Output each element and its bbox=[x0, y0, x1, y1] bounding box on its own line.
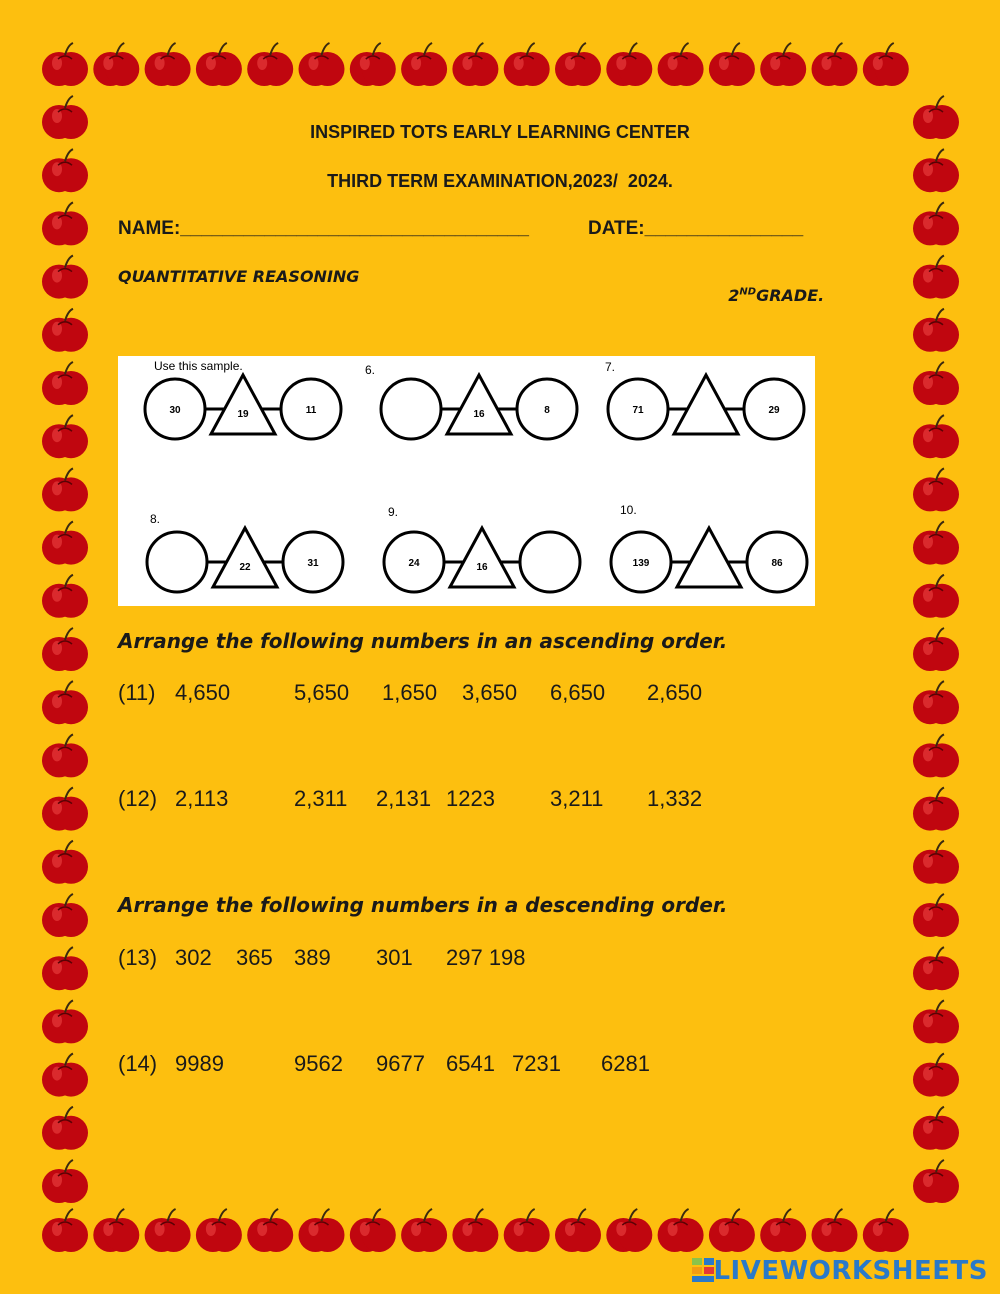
middle-value: 22 bbox=[239, 562, 251, 573]
right-circle[interactable] bbox=[520, 532, 580, 592]
number-item[interactable]: 7231 bbox=[512, 1051, 561, 1076]
middle-value: 19 bbox=[237, 409, 249, 420]
apple-icon bbox=[913, 947, 959, 990]
sample-label: Use this sample. bbox=[154, 359, 243, 373]
apple-icon bbox=[913, 362, 959, 405]
apple-icon bbox=[760, 1209, 806, 1252]
number-item[interactable]: 302 bbox=[175, 945, 212, 970]
number-item[interactable]: 6281 bbox=[601, 1051, 650, 1076]
item-number: 10. bbox=[620, 503, 637, 517]
apple-icon bbox=[145, 43, 191, 86]
apple-icon bbox=[42, 256, 88, 299]
number-item[interactable]: 2,311 bbox=[294, 786, 348, 811]
item-number: 9. bbox=[388, 505, 399, 519]
apple-icon bbox=[350, 43, 396, 86]
apple-icon bbox=[555, 1209, 601, 1252]
apple-icon bbox=[913, 575, 959, 618]
apple-icon bbox=[913, 202, 959, 245]
number-item[interactable]: 4,650 bbox=[175, 680, 231, 705]
apple-icon bbox=[401, 1209, 447, 1252]
number-item[interactable]: 6,650 bbox=[550, 680, 606, 705]
apple-icon bbox=[863, 1209, 909, 1252]
question-label: (11) bbox=[118, 680, 156, 705]
number-item[interactable]: 3,650 bbox=[462, 680, 518, 705]
left-value: 139 bbox=[632, 558, 650, 569]
grade-suffix: ND bbox=[739, 286, 757, 298]
middle-value: 16 bbox=[473, 409, 485, 420]
middle-triangle[interactable] bbox=[450, 528, 514, 587]
apple-icon bbox=[555, 43, 601, 86]
apple-icon bbox=[452, 43, 498, 86]
apple-icon bbox=[247, 43, 293, 86]
middle-triangle[interactable] bbox=[677, 528, 741, 587]
apple-icon bbox=[299, 1209, 345, 1252]
middle-triangle[interactable] bbox=[213, 528, 277, 587]
liveworksheets-logo-icon bbox=[692, 1258, 714, 1282]
apple-icon bbox=[42, 43, 88, 86]
right-value: 31 bbox=[307, 558, 319, 569]
apple-icon bbox=[42, 628, 88, 671]
apple-icon bbox=[42, 1000, 88, 1043]
apple-icon bbox=[401, 43, 447, 86]
number-item[interactable]: 3,211 bbox=[550, 786, 604, 811]
right-value: 11 bbox=[305, 405, 317, 416]
apple-icon bbox=[913, 415, 959, 458]
apple-icon bbox=[42, 522, 88, 565]
question-label: (13) bbox=[118, 945, 158, 970]
apple-icon bbox=[913, 734, 959, 777]
apple-icon bbox=[913, 894, 959, 937]
apple-icon bbox=[913, 681, 959, 724]
name-field[interactable]: NAME:_________________________________ bbox=[118, 218, 529, 239]
apple-icon bbox=[42, 1209, 88, 1252]
exam-title: THIRD TERM EXAMINATION,2023/ 2024. bbox=[327, 171, 673, 191]
grade-number: 2 bbox=[728, 286, 740, 305]
puzzle-item-9 bbox=[384, 505, 580, 592]
number-item[interactable]: 301 bbox=[376, 945, 413, 970]
apple-icon bbox=[709, 43, 755, 86]
number-item[interactable]: 1223 bbox=[446, 786, 495, 811]
number-item[interactable]: 9677 bbox=[376, 1051, 425, 1076]
number-item[interactable]: 365 bbox=[236, 945, 273, 970]
apple-icon bbox=[93, 43, 139, 86]
apple-icon bbox=[913, 1054, 959, 1097]
left-circle[interactable] bbox=[147, 532, 207, 592]
middle-value: 16 bbox=[476, 562, 488, 573]
number-item[interactable]: 1,332 bbox=[647, 786, 703, 811]
ascending-instruction: Arrange the following numbers in an ascending order. bbox=[118, 629, 728, 653]
apple-icon bbox=[42, 415, 88, 458]
question-label: (12) bbox=[118, 786, 158, 811]
puzzle-item-8 bbox=[147, 512, 343, 592]
middle-triangle[interactable] bbox=[674, 375, 738, 434]
number-item[interactable]: 2,650 bbox=[647, 680, 703, 705]
apple-icon bbox=[93, 1209, 139, 1252]
number-item[interactable]: 297 198 bbox=[446, 945, 526, 970]
apple-icon bbox=[913, 628, 959, 671]
apple-icon bbox=[42, 575, 88, 618]
apple-icon bbox=[913, 309, 959, 352]
apple-icon bbox=[913, 256, 959, 299]
apple-icon bbox=[913, 841, 959, 884]
number-item[interactable]: 2,113 bbox=[175, 786, 229, 811]
apple-icon bbox=[42, 788, 88, 831]
puzzle-item-sample bbox=[145, 375, 341, 439]
apple-icon bbox=[42, 202, 88, 245]
apple-icon bbox=[606, 1209, 652, 1252]
apple-icon bbox=[42, 309, 88, 352]
left-value: 24 bbox=[408, 558, 420, 569]
apple-icon bbox=[196, 43, 242, 86]
number-item[interactable]: 389 bbox=[294, 945, 331, 970]
right-value: 8 bbox=[544, 405, 550, 416]
apple-icon bbox=[504, 1209, 550, 1252]
left-value: 30 bbox=[169, 405, 181, 416]
apple-icon bbox=[913, 788, 959, 831]
date-field[interactable]: DATE:_______________ bbox=[588, 218, 804, 239]
apple-icon bbox=[658, 43, 704, 86]
apple-icon bbox=[709, 1209, 755, 1252]
item-number: 8. bbox=[150, 512, 161, 526]
left-circle[interactable] bbox=[381, 379, 441, 439]
apple-icon bbox=[42, 681, 88, 724]
apple-icon bbox=[42, 468, 88, 511]
right-value: 29 bbox=[768, 405, 780, 416]
apple-icon bbox=[606, 43, 652, 86]
apple-icon bbox=[350, 1209, 396, 1252]
apple-icon bbox=[42, 362, 88, 405]
puzzle-item-10 bbox=[611, 503, 807, 592]
apple-icon bbox=[42, 1107, 88, 1150]
apple-icon bbox=[42, 1160, 88, 1203]
apple-icon bbox=[42, 841, 88, 884]
apple-icon bbox=[913, 1000, 959, 1043]
right-value: 86 bbox=[771, 558, 783, 569]
apple-icon bbox=[42, 947, 88, 990]
apple-icon bbox=[42, 894, 88, 937]
left-value: 71 bbox=[632, 405, 644, 416]
question-label: (14) bbox=[118, 1051, 158, 1076]
number-puzzle-image bbox=[118, 356, 815, 606]
apple-icon bbox=[913, 468, 959, 511]
puzzle-diagram bbox=[118, 356, 815, 606]
apple-icon bbox=[42, 1054, 88, 1097]
number-item[interactable]: 2,131 bbox=[376, 786, 432, 811]
apple-icon bbox=[196, 1209, 242, 1252]
apple-icon bbox=[760, 43, 806, 86]
subject-label: QUANTITATIVE REASONING bbox=[118, 267, 360, 286]
item-number: 7. bbox=[605, 360, 616, 374]
apple-icon bbox=[42, 734, 88, 777]
apple-icon bbox=[247, 1209, 293, 1252]
apple-icon bbox=[863, 43, 909, 86]
middle-triangle[interactable] bbox=[447, 375, 511, 434]
apple-icon bbox=[145, 1209, 191, 1252]
middle-triangle[interactable] bbox=[211, 375, 275, 434]
apple-icon bbox=[299, 43, 345, 86]
apple-icon bbox=[658, 1209, 704, 1252]
puzzle-item-7 bbox=[605, 360, 804, 439]
apple-icon bbox=[913, 522, 959, 565]
apple-icon bbox=[452, 1209, 498, 1252]
number-item[interactable]: 5,650 bbox=[294, 680, 350, 705]
number-item[interactable]: 6541 bbox=[446, 1051, 495, 1076]
puzzle-item-6 bbox=[365, 363, 577, 439]
liveworksheets-brand[interactable]: LIVEWORKSHEETS bbox=[713, 1256, 988, 1286]
apple-icon bbox=[913, 1107, 959, 1150]
apple-icon bbox=[913, 1160, 959, 1203]
school-title: INSPIRED TOTS EARLY LEARNING CENTER bbox=[310, 122, 690, 142]
item-number: 6. bbox=[365, 363, 376, 377]
apple-icon bbox=[812, 1209, 858, 1252]
grade-text: GRADE. bbox=[756, 286, 825, 305]
grade-label bbox=[706, 267, 824, 324]
number-item[interactable]: 9989 bbox=[175, 1051, 224, 1076]
number-item[interactable]: 9562 bbox=[294, 1051, 343, 1076]
apple-icon bbox=[812, 43, 858, 86]
descending-instruction: Arrange the following numbers in a descending order. bbox=[118, 893, 728, 917]
apple-icon bbox=[504, 43, 550, 86]
number-item[interactable]: 1,650 bbox=[382, 680, 438, 705]
